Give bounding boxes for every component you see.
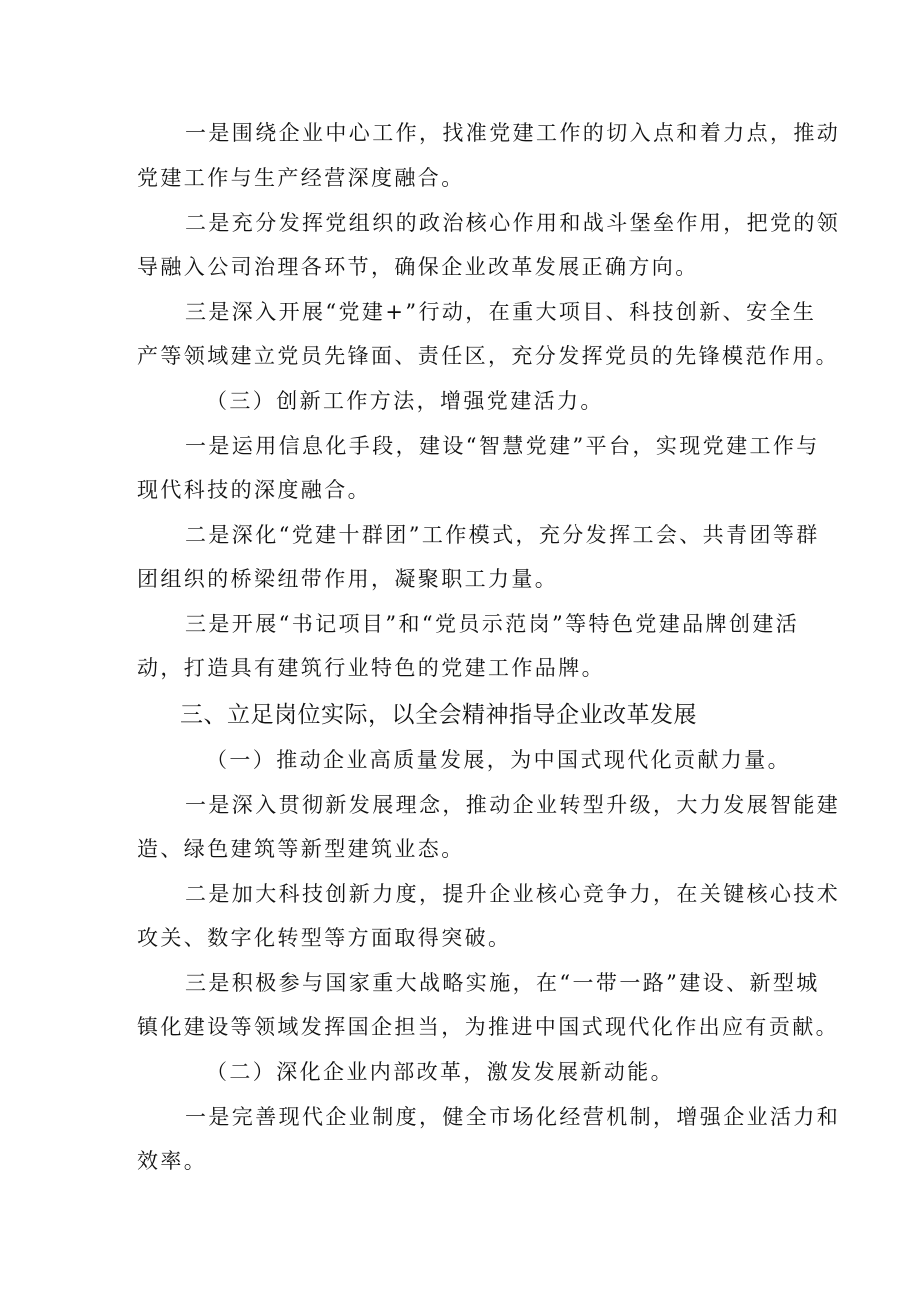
subsection-heading: （一）推动企业高质量发展，为中国式现代化贡献力量。	[206, 748, 791, 772]
paragraph-line: 二是加大科技创新力度，提升企业核心竞争力，在关键核心技术	[185, 882, 841, 906]
paragraph-line: 导融入公司治理各环节，确保企业改革发展正确方向。	[137, 255, 699, 279]
subsection-heading: （二）深化企业内部改革，激发发展新动能。	[206, 1060, 674, 1084]
paragraph-line: 三是积极参与国家重大战略实施，在“一带一路”建设、新型城	[185, 971, 820, 995]
section-heading: 三、立足岗位实际，以全会精神指导企业改革发展	[180, 702, 697, 728]
paragraph-line: 造、绿色建筑等新型建筑业态。	[137, 837, 465, 861]
paragraph-line: 镇化建设等领域发挥国企担当，为推进中国式现代化作出应有贡献。	[137, 1015, 839, 1039]
paragraph-line: 一是完善现代企业制度，健全市场化经营机制，增强企业活力和	[185, 1105, 841, 1129]
paragraph-line: 三是开展“书记项目”和“党员示范岗”等特色党建品牌创建活	[185, 612, 800, 636]
subsection-heading: （三）创新工作方法，增强党建活力。	[206, 389, 604, 413]
paragraph-line: 产等领域建立党员先锋面、责任区，充分发挥党员的先锋模范作用。	[137, 344, 839, 368]
paragraph-line: 党建工作与生产经营深度融合。	[137, 166, 465, 190]
paragraph-line: 现代科技的深度融合。	[137, 478, 371, 502]
paragraph-line: 动，打造具有建筑行业特色的党建工作品牌。	[137, 656, 605, 680]
paragraph-line: 二是深化“党建十群团”工作模式，充分发挥工会、共青团等群	[185, 523, 820, 547]
paragraph-line: 一是深入贯彻新发展理念，推动企业转型升级，大力发展智能建	[185, 793, 841, 817]
paragraph-line: 效率。	[137, 1149, 208, 1173]
paragraph-line: 团组织的桥梁纽带作用，凝聚职工力量。	[137, 567, 559, 591]
paragraph-line: 三是深入开展“党建+”行动，在重大项目、科技创新、安全生	[185, 300, 817, 324]
paragraph-line: 一是运用信息化手段，建设“智慧党建”平台，实现党建工作与	[185, 434, 820, 458]
paragraph-line: 二是充分发挥党组织的政治核心作用和战斗堡垒作用，把党的领	[185, 211, 841, 235]
paragraph-line: 一是围绕企业中心工作，找准党建工作的切入点和着力点，推动	[185, 121, 841, 145]
paragraph-line: 攻关、数字化转型等方面取得突破。	[137, 926, 512, 950]
